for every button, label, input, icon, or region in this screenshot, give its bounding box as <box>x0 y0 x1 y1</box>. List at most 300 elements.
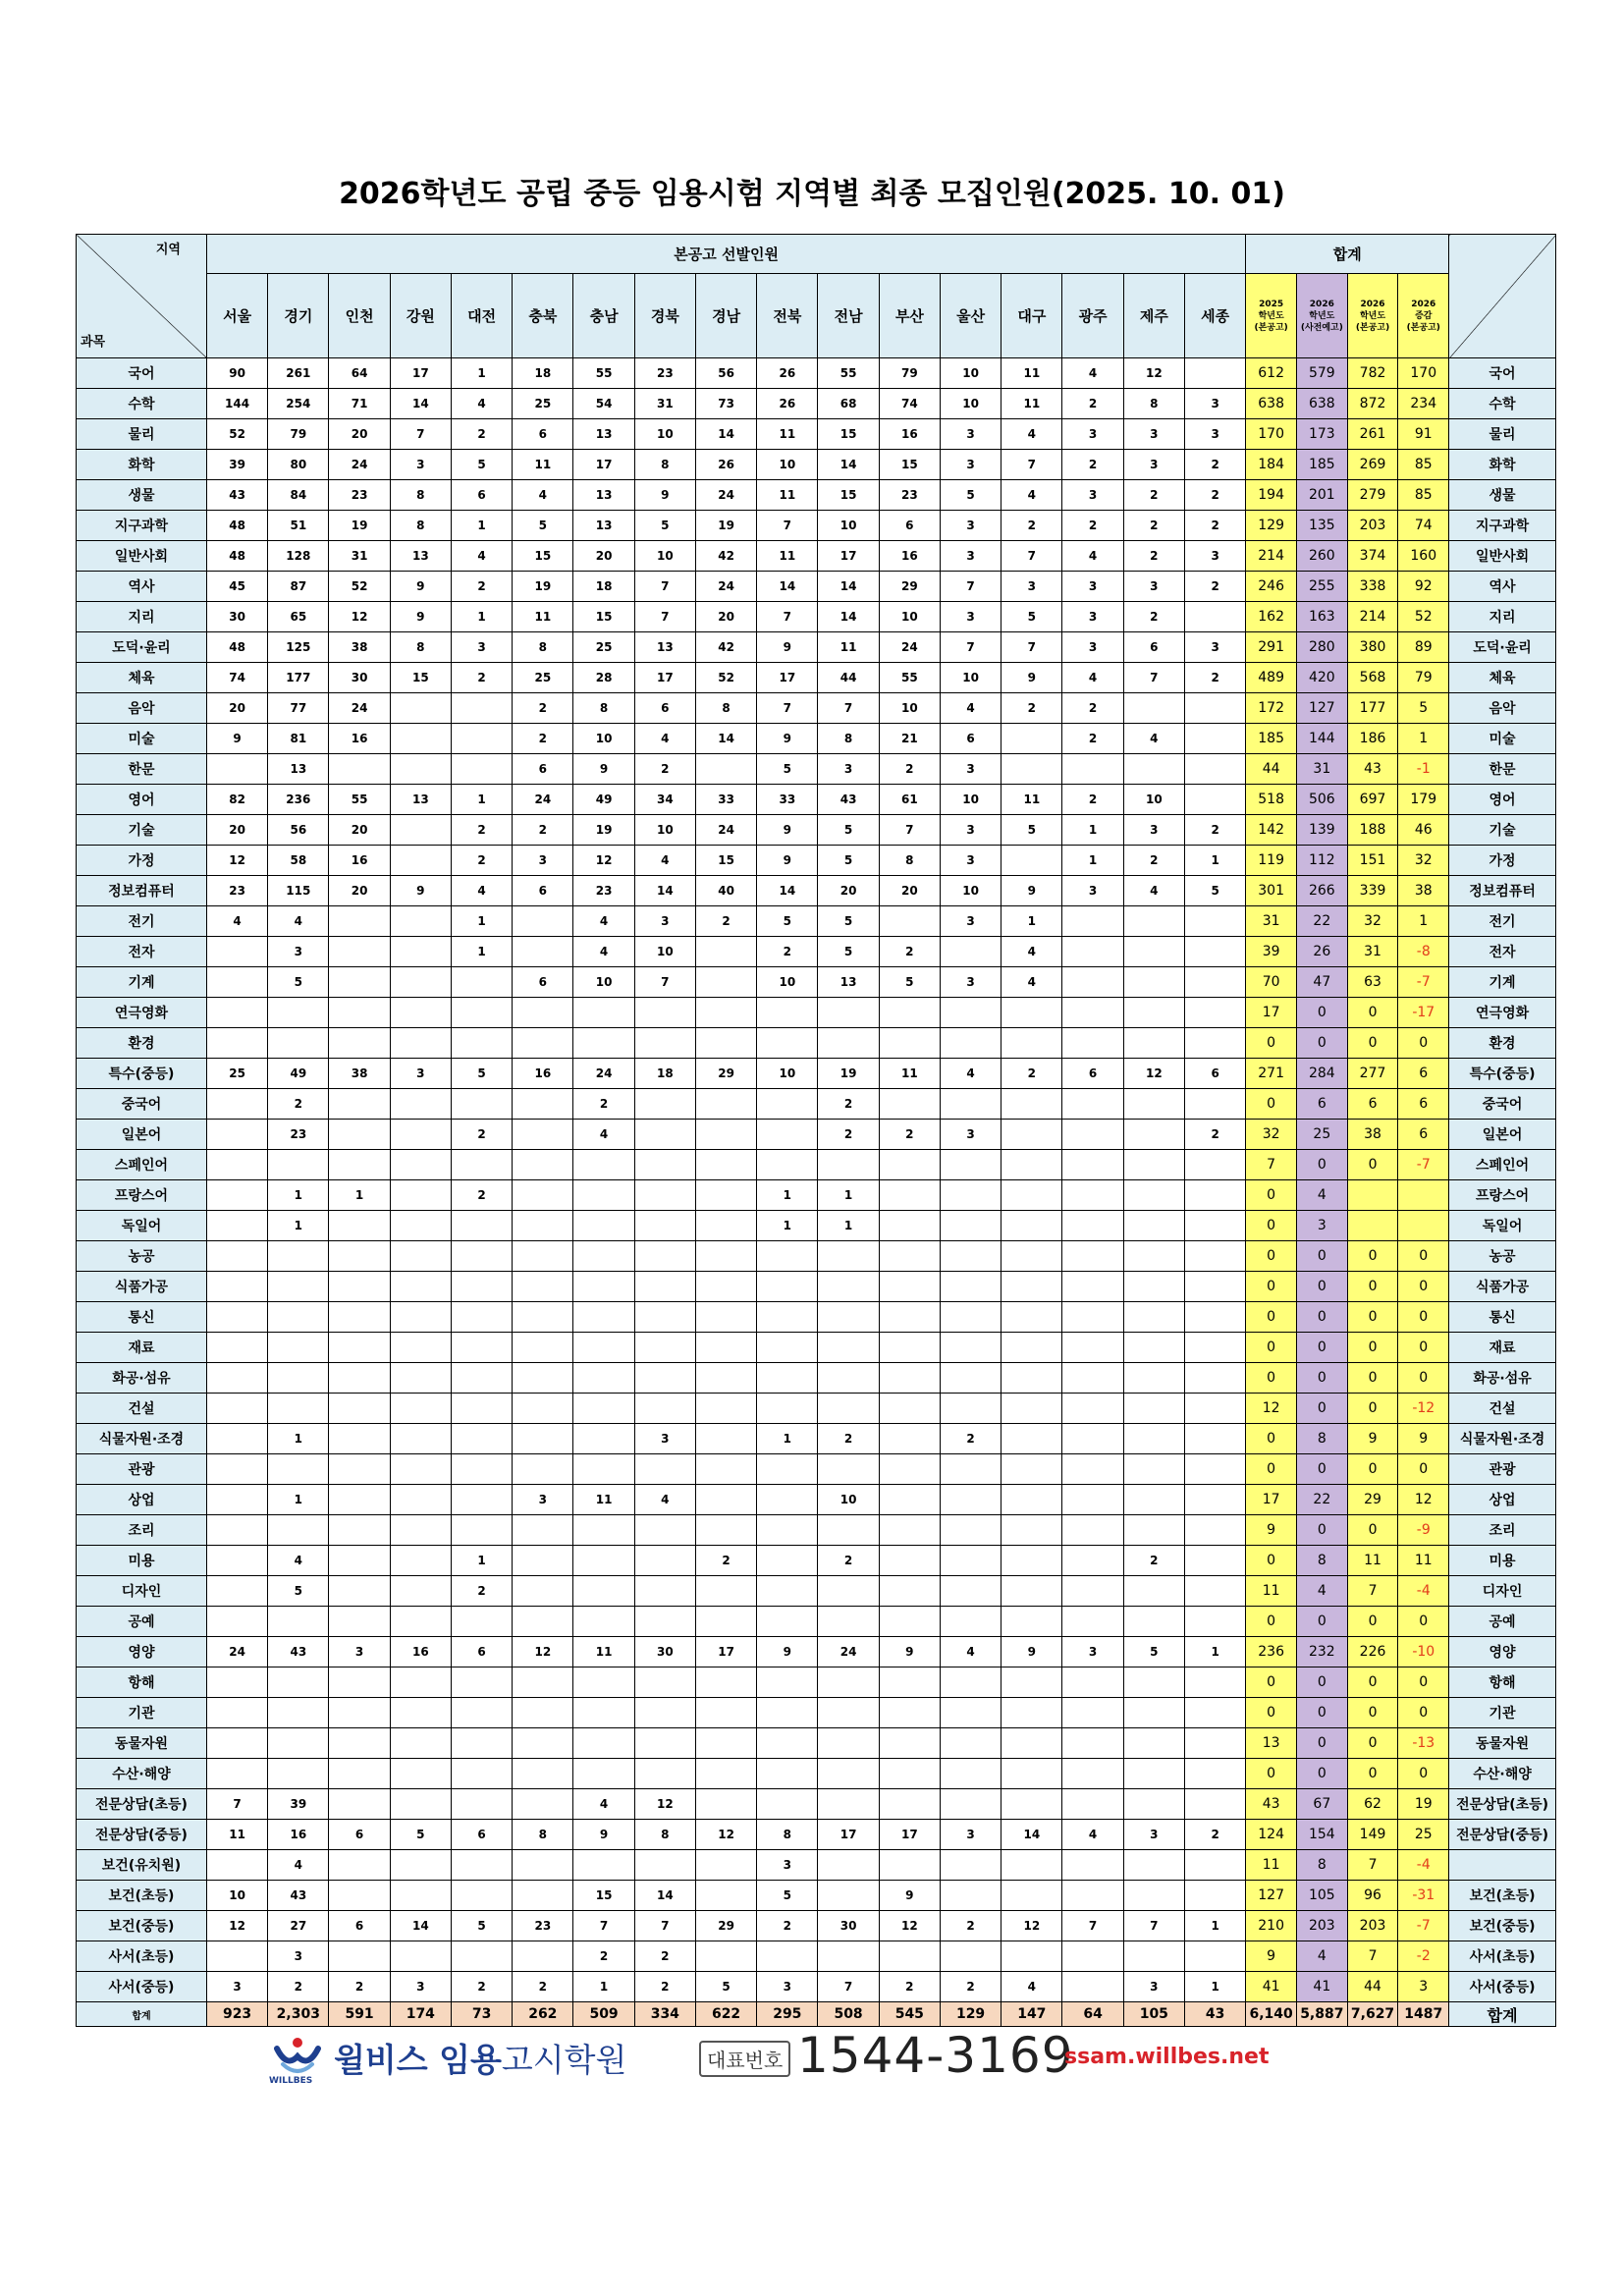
value-cell: 2 <box>1001 511 1062 541</box>
total-value-cell: 0 <box>1296 1302 1347 1333</box>
value-cell <box>390 1424 451 1454</box>
value-cell <box>206 1454 267 1485</box>
value-cell: 10 <box>634 419 695 450</box>
value-cell <box>329 1850 390 1881</box>
value-cell: 16 <box>268 1820 329 1850</box>
value-cell <box>879 1363 940 1394</box>
value-cell: 1 <box>451 511 512 541</box>
value-cell: 4 <box>1062 541 1123 572</box>
value-cell: 4 <box>1001 480 1062 511</box>
value-cell <box>818 1150 879 1180</box>
total-value-cell: 266 <box>1296 876 1347 906</box>
total-value-cell: 0 <box>1296 1150 1347 1180</box>
value-cell <box>390 998 451 1028</box>
value-cell <box>695 1394 756 1424</box>
value-cell <box>329 1515 390 1546</box>
value-cell: 5 <box>757 906 818 937</box>
value-cell: 19 <box>573 815 634 846</box>
value-cell <box>390 1241 451 1272</box>
subject-cell: 건설 <box>77 1394 207 1424</box>
value-cell: 2 <box>695 906 756 937</box>
value-cell <box>1001 1241 1062 1272</box>
value-cell: 10 <box>940 876 1001 906</box>
value-cell: 3 <box>390 1972 451 2002</box>
total-value-cell: 151 <box>1347 846 1398 876</box>
value-cell: 10 <box>757 967 818 998</box>
total-value-cell: 17 <box>1246 998 1297 1028</box>
value-cell <box>329 1881 390 1911</box>
region-header: 충남 <box>573 274 634 358</box>
total-value-cell: 214 <box>1246 541 1297 572</box>
total-column-header-line: 2025 <box>1259 299 1284 309</box>
value-cell <box>940 1789 1001 1820</box>
value-cell <box>451 1302 512 1333</box>
value-cell <box>634 1454 695 1485</box>
value-cell: 5 <box>513 511 573 541</box>
total-value-cell: 246 <box>1246 572 1297 602</box>
value-cell <box>513 1180 573 1211</box>
subject-cell: 보건(초등) <box>77 1881 207 1911</box>
value-cell <box>1123 1607 1184 1637</box>
total-value-cell: 697 <box>1347 785 1398 815</box>
value-cell <box>1062 1211 1123 1241</box>
value-cell: 21 <box>879 724 940 754</box>
value-cell <box>1123 998 1184 1028</box>
value-cell: 15 <box>513 541 573 572</box>
value-cell: 10 <box>940 663 1001 693</box>
value-cell <box>1184 1150 1245 1180</box>
value-cell: 38 <box>329 1059 390 1089</box>
table-row <box>77 450 1556 480</box>
website-link[interactable]: ssam.willbes.net <box>1064 2045 1270 2069</box>
value-cell <box>879 1698 940 1728</box>
value-cell <box>573 1150 634 1180</box>
value-cell <box>940 1211 1001 1241</box>
total-value-cell: 1 <box>1398 906 1449 937</box>
subject-cell: 생물 <box>77 480 207 511</box>
value-cell <box>513 1607 573 1637</box>
value-cell <box>695 1150 756 1180</box>
value-cell <box>390 1394 451 1424</box>
value-cell: 18 <box>634 1059 695 1089</box>
total-value-cell: 9 <box>1246 1515 1297 1546</box>
table-row <box>77 572 1556 602</box>
total-value-cell: 210 <box>1246 1911 1297 1941</box>
value-cell <box>268 998 329 1028</box>
value-cell <box>1001 754 1062 785</box>
value-cell: 2 <box>1123 480 1184 511</box>
subject-cell: 공예 <box>77 1607 207 1637</box>
total-value-cell: 0 <box>1347 1607 1398 1637</box>
value-cell: 5 <box>268 967 329 998</box>
value-cell: 1 <box>451 1546 512 1576</box>
footer <box>0 2025 1624 2094</box>
total-value-cell: 25 <box>1398 1820 1449 1850</box>
value-cell <box>206 1607 267 1637</box>
value-cell <box>1123 1941 1184 1972</box>
value-cell: 6 <box>1184 1059 1245 1089</box>
total-cell: 43 <box>1184 2002 1245 2027</box>
value-cell: 2 <box>818 1120 879 1150</box>
value-cell <box>390 1211 451 1241</box>
value-cell <box>1001 1120 1062 1150</box>
total-value-cell: 188 <box>1347 815 1398 846</box>
total-value-cell: 44 <box>1347 1972 1398 2002</box>
total-value-cell: 9 <box>1347 1424 1398 1454</box>
value-cell <box>695 967 756 998</box>
value-cell <box>1062 937 1123 967</box>
subject-cell: 항해 <box>77 1667 207 1698</box>
value-cell <box>1184 1424 1245 1454</box>
value-cell: 5 <box>818 906 879 937</box>
subject-cell-right: 상업 <box>1449 1485 1556 1515</box>
total-column-header <box>1398 274 1449 358</box>
value-cell <box>1062 1698 1123 1728</box>
value-cell <box>206 1698 267 1728</box>
value-cell: 26 <box>757 389 818 419</box>
value-cell: 6 <box>1062 1059 1123 1089</box>
total-value-cell: 149 <box>1347 1820 1398 1850</box>
table-row <box>77 1850 1556 1881</box>
value-cell <box>268 1607 329 1637</box>
value-cell: 2 <box>451 419 512 450</box>
value-cell <box>206 1576 267 1607</box>
table-row <box>77 1607 1556 1637</box>
value-cell: 27 <box>268 1911 329 1941</box>
total-value-cell: 47 <box>1296 967 1347 998</box>
value-cell: 3 <box>757 1972 818 2002</box>
value-cell: 2 <box>1062 389 1123 419</box>
value-cell <box>757 998 818 1028</box>
total-value-cell: 506 <box>1296 785 1347 815</box>
value-cell <box>573 1515 634 1546</box>
value-cell <box>451 1028 512 1059</box>
value-cell <box>390 1759 451 1789</box>
value-cell <box>206 1941 267 1972</box>
total-value-cell: 0 <box>1246 1302 1297 1333</box>
value-cell: 9 <box>879 1637 940 1667</box>
value-cell: 3 <box>268 937 329 967</box>
value-cell: 17 <box>818 541 879 572</box>
value-cell: 3 <box>1123 419 1184 450</box>
value-cell: 13 <box>573 511 634 541</box>
value-cell <box>818 1394 879 1424</box>
value-cell <box>329 1454 390 1485</box>
value-cell <box>818 1241 879 1272</box>
total-value-cell: 5 <box>1398 693 1449 724</box>
value-cell: 19 <box>695 511 756 541</box>
brand-name <box>334 2035 626 2081</box>
value-cell <box>1184 785 1245 815</box>
value-cell: 1 <box>1062 846 1123 876</box>
total-label-right: 합계 <box>1449 2002 1556 2027</box>
value-cell <box>329 1789 390 1820</box>
value-cell: 45 <box>206 572 267 602</box>
subject-cell: 일본어 <box>77 1120 207 1150</box>
value-cell: 6 <box>513 419 573 450</box>
value-cell: 4 <box>451 876 512 906</box>
value-cell: 5 <box>1001 602 1062 632</box>
value-cell: 26 <box>695 450 756 480</box>
value-cell: 3 <box>390 1059 451 1089</box>
value-cell: 5 <box>451 1059 512 1089</box>
value-cell: 6 <box>634 693 695 724</box>
value-cell <box>329 1485 390 1515</box>
total-value-cell: 279 <box>1347 480 1398 511</box>
table-row <box>77 1241 1556 1272</box>
value-cell <box>451 693 512 724</box>
value-cell: 1 <box>268 1485 329 1515</box>
subject-cell-right: 화학 <box>1449 450 1556 480</box>
value-cell <box>1062 1515 1123 1546</box>
value-cell: 29 <box>695 1059 756 1089</box>
value-cell <box>940 1607 1001 1637</box>
value-cell <box>1062 1576 1123 1607</box>
subject-cell: 지리 <box>77 602 207 632</box>
value-cell <box>1001 1454 1062 1485</box>
subject-cell-right: 스페인어 <box>1449 1150 1556 1180</box>
value-cell <box>1184 1211 1245 1241</box>
value-cell <box>513 1515 573 1546</box>
value-cell <box>390 846 451 876</box>
value-cell: 14 <box>818 602 879 632</box>
value-cell: 12 <box>573 846 634 876</box>
value-cell <box>573 1333 634 1363</box>
subject-cell: 일반사회 <box>77 541 207 572</box>
value-cell: 14 <box>818 450 879 480</box>
value-cell <box>818 1302 879 1333</box>
total-value-cell <box>1398 1211 1449 1241</box>
value-cell <box>513 1728 573 1759</box>
value-cell: 3 <box>1184 541 1245 572</box>
total-value-cell: 184 <box>1246 450 1297 480</box>
value-cell: 7 <box>634 1911 695 1941</box>
value-cell: 12 <box>1001 1911 1062 1941</box>
value-cell: 5 <box>879 967 940 998</box>
value-cell: 3 <box>940 1820 1001 1850</box>
value-cell: 1 <box>757 1180 818 1211</box>
total-value-cell: -8 <box>1398 937 1449 967</box>
value-cell <box>940 1546 1001 1576</box>
value-cell: 82 <box>206 785 267 815</box>
total-value-cell: 374 <box>1347 541 1398 572</box>
value-cell: 16 <box>879 541 940 572</box>
value-cell <box>573 1028 634 1059</box>
value-cell: 56 <box>695 358 756 389</box>
value-cell <box>634 1515 695 1546</box>
value-cell <box>818 1515 879 1546</box>
total-value-cell: -2 <box>1398 1941 1449 1972</box>
value-cell <box>206 1667 267 1698</box>
value-cell: 2 <box>879 937 940 967</box>
value-cell: 43 <box>268 1637 329 1667</box>
value-cell <box>757 1120 818 1150</box>
total-row <box>77 2002 1556 2027</box>
value-cell: 10 <box>879 693 940 724</box>
value-cell: 14 <box>634 876 695 906</box>
value-cell <box>206 1150 267 1180</box>
value-cell <box>1062 754 1123 785</box>
region-header: 경남 <box>695 274 756 358</box>
value-cell: 3 <box>634 1424 695 1454</box>
subject-cell: 가정 <box>77 846 207 876</box>
value-cell: 17 <box>634 663 695 693</box>
value-cell <box>1001 1028 1062 1059</box>
value-cell: 34 <box>634 785 695 815</box>
value-cell <box>329 967 390 998</box>
value-cell <box>757 1698 818 1728</box>
value-cell: 2 <box>879 1972 940 2002</box>
value-cell: 24 <box>573 1059 634 1089</box>
value-cell <box>206 1241 267 1272</box>
total-value-cell: 261 <box>1347 419 1398 450</box>
subject-cell-right: 미술 <box>1449 724 1556 754</box>
value-cell <box>1062 1180 1123 1211</box>
value-cell <box>695 1728 756 1759</box>
total-cell: 509 <box>573 2002 634 2027</box>
value-cell <box>879 1759 940 1789</box>
value-cell: 5 <box>818 846 879 876</box>
value-cell: 10 <box>818 1485 879 1515</box>
value-cell <box>1001 1576 1062 1607</box>
value-cell: 4 <box>573 937 634 967</box>
value-cell <box>1062 1241 1123 1272</box>
total-value-cell: 0 <box>1347 1667 1398 1698</box>
subject-cell-right: 체육 <box>1449 663 1556 693</box>
total-value-cell: 612 <box>1246 358 1297 389</box>
value-cell: 7 <box>1001 450 1062 480</box>
value-cell <box>1123 1485 1184 1515</box>
value-cell <box>390 1333 451 1363</box>
total-value-cell: 380 <box>1347 632 1398 663</box>
value-cell <box>1123 1028 1184 1059</box>
subject-cell-right: 식품가공 <box>1449 1272 1556 1302</box>
value-cell: 5 <box>757 754 818 785</box>
value-cell <box>634 1759 695 1789</box>
value-cell: 1 <box>451 358 512 389</box>
total-column-header <box>1246 274 1297 358</box>
value-cell: 14 <box>695 419 756 450</box>
subject-cell-right <box>1449 1850 1556 1881</box>
value-cell: 23 <box>634 358 695 389</box>
value-cell: 13 <box>573 480 634 511</box>
total-column-header-line: (본공고) <box>1254 322 1288 333</box>
value-cell: 11 <box>513 602 573 632</box>
total-value-cell: 236 <box>1246 1637 1297 1667</box>
value-cell <box>1062 1089 1123 1120</box>
total-value-cell: -12 <box>1398 1394 1449 1424</box>
value-cell <box>451 1241 512 1272</box>
value-cell: 9 <box>573 1820 634 1850</box>
subject-cell: 사서(초등) <box>77 1941 207 1972</box>
value-cell: 12 <box>513 1637 573 1667</box>
value-cell <box>206 1028 267 1059</box>
value-cell <box>757 1667 818 1698</box>
total-value-cell: 234 <box>1398 389 1449 419</box>
total-value-cell: 0 <box>1347 1698 1398 1728</box>
value-cell <box>879 1089 940 1120</box>
brand-main: 윌비스 임용 <box>334 2041 502 2079</box>
value-cell <box>695 1515 756 1546</box>
value-cell: 1 <box>1184 1911 1245 1941</box>
value-cell <box>818 1454 879 1485</box>
value-cell <box>1184 1333 1245 1363</box>
value-cell <box>513 1089 573 1120</box>
value-cell <box>1123 1150 1184 1180</box>
value-cell <box>879 1454 940 1485</box>
value-cell: 8 <box>513 632 573 663</box>
value-cell <box>634 1698 695 1728</box>
value-cell <box>451 1789 512 1820</box>
value-cell <box>451 1394 512 1424</box>
total-value-cell: 284 <box>1296 1059 1347 1089</box>
value-cell: 4 <box>513 480 573 511</box>
total-value-cell: 0 <box>1398 1028 1449 1059</box>
value-cell: 13 <box>390 785 451 815</box>
value-cell <box>513 906 573 937</box>
value-cell <box>451 1363 512 1394</box>
value-cell <box>206 754 267 785</box>
value-cell <box>451 1728 512 1759</box>
value-cell: 2 <box>1001 693 1062 724</box>
value-cell <box>390 906 451 937</box>
total-value-cell: 226 <box>1347 1637 1398 1667</box>
value-cell <box>268 1728 329 1759</box>
table-row <box>77 632 1556 663</box>
value-cell <box>634 1302 695 1333</box>
value-cell <box>1123 1850 1184 1881</box>
value-cell: 7 <box>940 632 1001 663</box>
value-cell <box>634 1607 695 1637</box>
total-value-cell: 568 <box>1347 663 1398 693</box>
corner-region-label: 지역 <box>155 243 181 257</box>
value-cell: 3 <box>940 906 1001 937</box>
total-value-cell: 91 <box>1398 419 1449 450</box>
value-cell <box>634 1089 695 1120</box>
value-cell: 2 <box>695 1546 756 1576</box>
value-cell: 4 <box>1001 967 1062 998</box>
value-cell <box>879 1789 940 1820</box>
total-value-cell: 4 <box>1296 1180 1347 1211</box>
value-cell <box>879 1941 940 1972</box>
total-value-cell: 0 <box>1347 998 1398 1028</box>
total-value-cell: 74 <box>1398 511 1449 541</box>
total-value-cell: 0 <box>1296 1759 1347 1789</box>
region-header: 세종 <box>1184 274 1245 358</box>
value-cell <box>451 967 512 998</box>
total-cell: 923 <box>206 2002 267 2027</box>
value-cell: 2 <box>757 937 818 967</box>
value-cell: 11 <box>879 1059 940 1089</box>
value-cell: 15 <box>573 1881 634 1911</box>
value-cell: 2 <box>1062 724 1123 754</box>
value-cell: 2 <box>451 663 512 693</box>
value-cell <box>634 1120 695 1150</box>
subject-cell: 전자 <box>77 937 207 967</box>
total-value-cell: 0 <box>1398 1333 1449 1363</box>
total-cell: 64 <box>1062 2002 1123 2027</box>
total-value-cell: 0 <box>1398 1241 1449 1272</box>
value-cell <box>390 1302 451 1333</box>
subject-cell-right: 항해 <box>1449 1667 1556 1698</box>
total-value-cell: 41 <box>1246 1972 1297 2002</box>
total-value-cell: 7 <box>1347 1941 1398 1972</box>
total-value-cell: 8 <box>1296 1850 1347 1881</box>
value-cell: 7 <box>757 602 818 632</box>
table-row <box>77 1120 1556 1150</box>
value-cell: 3 <box>757 1850 818 1881</box>
value-cell: 4 <box>268 1546 329 1576</box>
